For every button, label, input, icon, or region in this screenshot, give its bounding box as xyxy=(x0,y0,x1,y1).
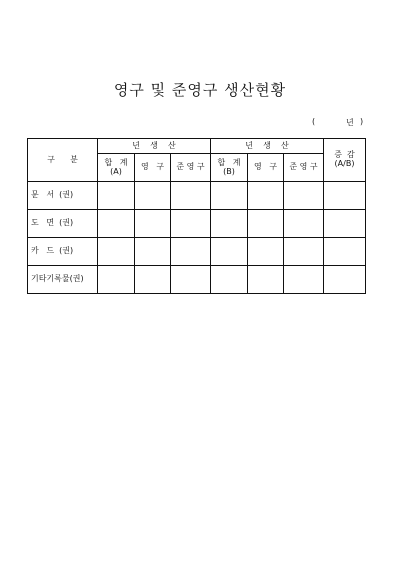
table-cell[interactable] xyxy=(211,238,248,266)
total-b-header: 합 계 xyxy=(217,157,241,167)
row-label-drawings: 도 면 (권) xyxy=(28,210,98,238)
change-header: 증 감 xyxy=(334,150,355,160)
table-cell[interactable] xyxy=(284,182,324,210)
table-cell[interactable] xyxy=(171,266,211,294)
group-b-header: 년 생 산 xyxy=(245,140,289,150)
table-cell[interactable] xyxy=(98,182,135,210)
table-cell[interactable] xyxy=(248,238,284,266)
table-cell[interactable] xyxy=(248,210,284,238)
group-a-header: 년 생 산 xyxy=(132,140,176,150)
year-note-close-paren: ) xyxy=(360,117,364,126)
table-cell[interactable] xyxy=(135,266,171,294)
permanent-b-header: 영 구 xyxy=(253,162,278,172)
table-cell[interactable] xyxy=(211,210,248,238)
table-row xyxy=(28,266,366,294)
table-cell[interactable] xyxy=(171,182,211,210)
table-cell[interactable] xyxy=(284,266,324,294)
group-b-header-cell xyxy=(211,139,324,154)
semi-permanent-b-header: 준 영 구 xyxy=(289,162,318,172)
total-a-header: 합 계 xyxy=(104,157,128,167)
table-cell[interactable] xyxy=(135,210,171,238)
table-cell[interactable] xyxy=(135,182,171,210)
production-status-table xyxy=(27,138,366,294)
table-cell[interactable] xyxy=(324,182,366,210)
table-cell[interactable] xyxy=(171,210,211,238)
table-cell[interactable] xyxy=(248,266,284,294)
table-cell[interactable] xyxy=(324,210,366,238)
row-label-documents: 문 서 (권) xyxy=(28,182,98,210)
permanent-a-header-cell xyxy=(135,154,171,182)
table-cell[interactable] xyxy=(248,182,284,210)
permanent-b-header-cell xyxy=(248,154,284,182)
table-cell[interactable] xyxy=(171,238,211,266)
semi-permanent-a-header-cell xyxy=(171,154,211,182)
page-title: 영구 및 준영구 생산현황 xyxy=(113,81,287,99)
category-header-cell xyxy=(28,139,98,182)
table-cell[interactable] xyxy=(324,238,366,266)
row-label-cards: 카 드 (권) xyxy=(28,238,98,266)
table-row xyxy=(28,210,366,238)
semi-permanent-a-header: 준 영 구 xyxy=(176,162,205,172)
row-label-other-records: 기타기록물(권) xyxy=(28,266,98,294)
total-b-header-sub: (B) xyxy=(223,166,235,176)
table-cell[interactable] xyxy=(211,266,248,294)
table-cell[interactable] xyxy=(98,266,135,294)
table-cell[interactable] xyxy=(135,238,171,266)
table-cell[interactable] xyxy=(211,182,248,210)
table-cell[interactable] xyxy=(284,210,324,238)
table-cell[interactable] xyxy=(284,238,324,266)
total-a-header-cell xyxy=(98,154,135,182)
category-header: 구 분 xyxy=(47,154,78,164)
semi-permanent-b-header-cell xyxy=(284,154,324,182)
table-cell[interactable] xyxy=(98,210,135,238)
table-row xyxy=(28,182,366,210)
year-note-open-paren: ( xyxy=(312,117,316,126)
table-cell[interactable] xyxy=(324,266,366,294)
total-a-header-sub: (A) xyxy=(110,166,122,176)
total-b-header-cell xyxy=(211,154,248,182)
group-a-header-cell xyxy=(98,139,211,154)
table-row xyxy=(28,238,366,266)
permanent-a-header: 영 구 xyxy=(140,162,165,172)
table-cell[interactable] xyxy=(98,238,135,266)
change-header-sub: (A/B) xyxy=(334,159,355,168)
change-header-cell xyxy=(324,139,366,182)
year-note-label: 년 xyxy=(346,118,354,127)
